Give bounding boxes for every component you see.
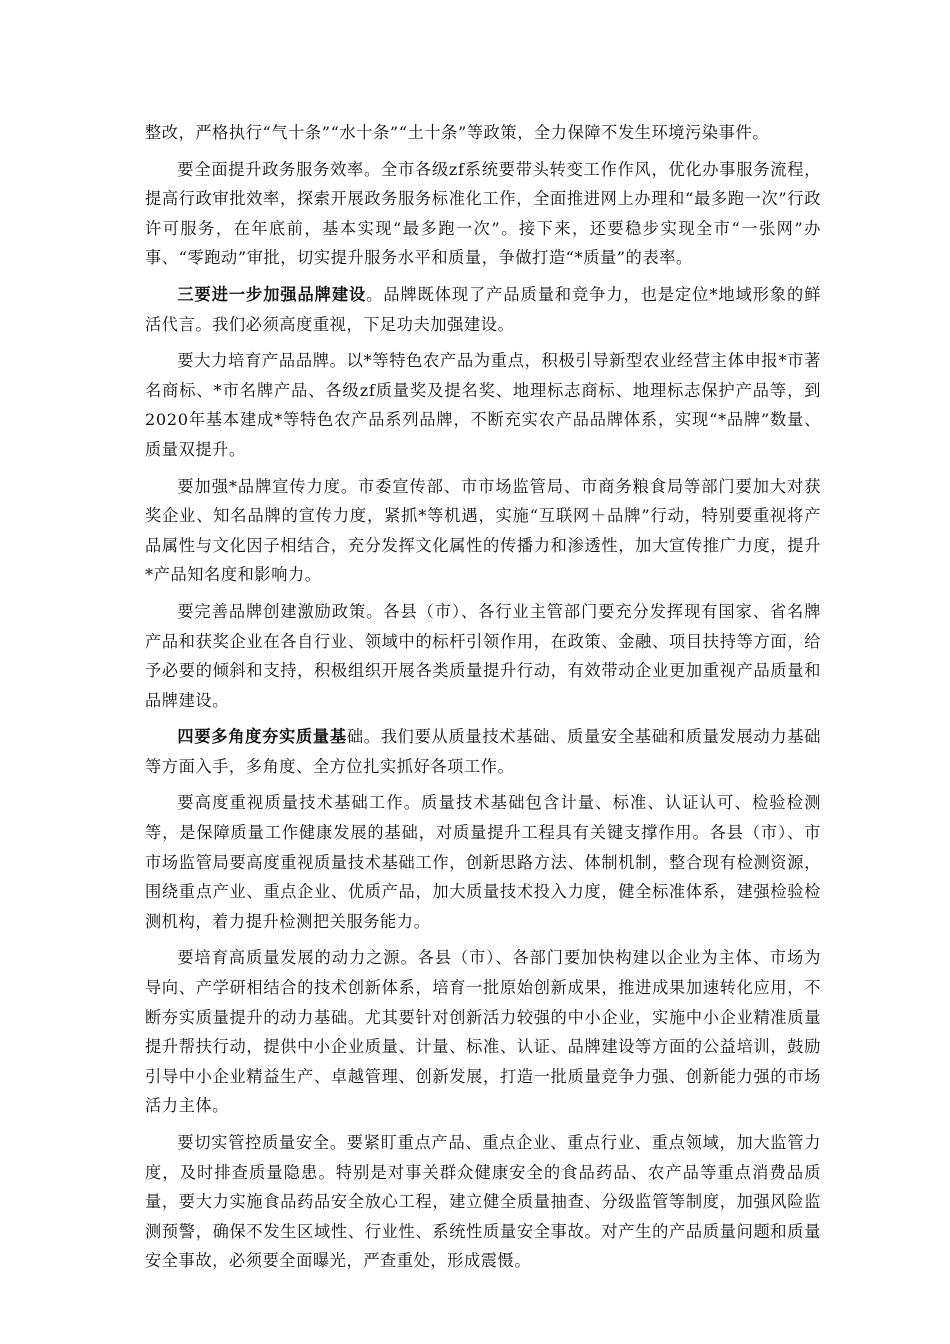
paragraph-text: 要高度重视质量技术基础工作。质量技术基础包含计量、标准、认证认可、检验检测等，是保障质量工作健康发展的基础，对质量提升工程具有关键支撑作用。各县（市）、市市场监管局要高度重视质量技术基础工作，创新思路方法、体制机制，整合现有检测资源，围绕重点产业、重点企业、优质产品，加大质量技术投入力度，健全标准体系，建强检验检测机构，着力提升检测把关服务能力。 bbox=[145, 793, 821, 931]
section-heading-quality-foundation: 四要多角度夯实质量基 bbox=[177, 727, 347, 747]
paragraph-6 bbox=[145, 597, 821, 715]
section-heading-brand: 三要进一步加强品牌建设 bbox=[177, 284, 367, 304]
paragraph-text: 。品牌既体现了产品质量和竞争力，也是定位*地域形象的鲜活代言。我们必须高度重视，下足功夫加强建设。 bbox=[145, 284, 821, 334]
paragraph-text: 要完善品牌创建激励政策。各县（市）、各行业主管部门要充分发挥现有国家、省名牌产品和获奖企业在各自行业、领域中的标杆引领作用，在政策、金融、项目扶持等方面，给予必要的倾斜和支持，积极组织开展各类质量提升行动，有效带动企业更加重视产品质量和品牌建设。 bbox=[145, 601, 821, 710]
paragraph-2 bbox=[145, 155, 821, 273]
paragraph-text: 整改，严格执行“气十条”“水十条”“土十条”等政策，全力保障不发生环境污染事件。 bbox=[145, 123, 770, 142]
paragraph-text: 要全面提升政务服务效率。全市各级zf系统要带头转变工作作风，优化办事服务流程，提高行政审批效率，探索开展政务服务标准化工作，全面推进网上办理和“最多跑一次”行政许可服务，在年底前，基本实现“最多跑一次”。接下来，还要稳步实现全市“一张网”办事、“零跑动”审批，切实提升服务水平和质量，争做打造“*质量”的表率。 bbox=[145, 159, 821, 268]
paragraph-5 bbox=[145, 472, 821, 590]
paragraph-8 bbox=[145, 788, 821, 936]
paragraph-3 bbox=[145, 280, 821, 339]
document-body bbox=[145, 118, 821, 1283]
paragraph-7 bbox=[145, 722, 821, 781]
paragraph-text: 要大力培育产品品牌。以*等特色农产品为重点，积极引导新型农业经营主体申报*市著名商标、*市名牌产品、各级zf质量奖及提名奖、地理标志商标、地理标志保护产品等，到2020年基本建成*等特色农产品系列品牌，不断充实农产品品牌体系，实现“*品牌”数量、质量双提升。 bbox=[145, 351, 821, 459]
paragraph-text: 要培育高质量发展的动力之源。各县（市）、各部门要加快构建以企业为主体、市场为导向、产学研相结合的技术创新体系，培育一批原始创新成果，推进成果加速转化应用，不断夯实质量提升的动力基础。尤其要针对创新活力较强的中小企业，实施中小企业精准质量提升帮扶行动，提供中小企业质量、计量、标准、认证、品牌建设等方面的公益培训，鼓励引导中小企业精益生产、卓越管理、创新发展，打造一批质量竞争力强、创新能力强的市场活力主体。 bbox=[145, 948, 821, 1116]
paragraph-text: 础。我们要从质量技术基础、质量安全基础和质量发展动力基础等方面入手，多角度、全方位扎实抓好各项工作。 bbox=[145, 727, 821, 776]
paragraph-text: 要切实管控质量安全。要紧盯重点产品、重点企业、重点行业、重点领域，加大监管力度，及时排查质量隐患。特别是对事关群众健康安全的食品药品、农产品等重点消费品质量，要大力实施食品药品安全放心工程，建立健全质量抽查、分级监管等制度，加强风险监测预警，确保不发生区域性、行业性、系统性质量安全事故。对产生的产品质量问题和质量安全事故，必须要全面曝光，严查重处，形成震慑。 bbox=[145, 1133, 821, 1271]
paragraph-9 bbox=[145, 943, 821, 1121]
paragraph-4 bbox=[145, 346, 821, 464]
paragraph-text: 要加强*品牌宣传力度。市委宣传部、市市场监管局、市商务粮食局等部门要加大对获奖企业、知名品牌的宣传力度，紧抓*等机遇，实施“互联网＋品牌”行动，特别要重视将产品属性与文化因子相结合，充分发挥文化属性的传播力和渗透性，加大宣传推广力度，提升*产品知名度和影响力。 bbox=[145, 476, 821, 585]
paragraph-1 bbox=[145, 118, 821, 148]
paragraph-10 bbox=[145, 1128, 821, 1276]
